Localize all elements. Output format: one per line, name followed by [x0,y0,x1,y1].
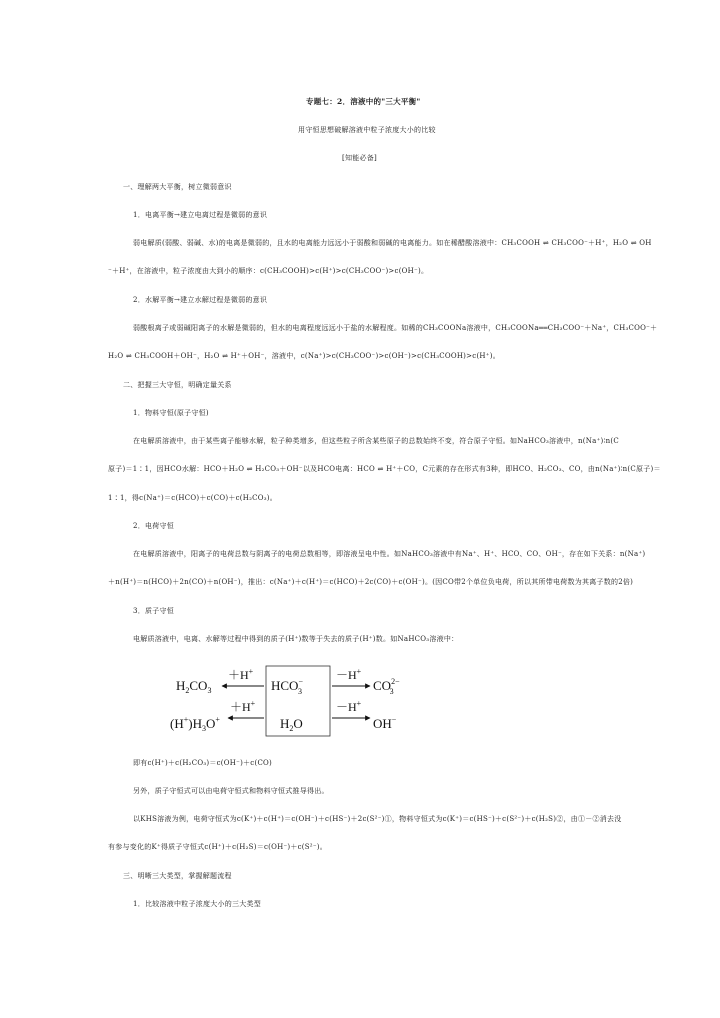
section-heading-3: 三、明晰三大类型，掌握解题流程 [123,872,232,880]
hco3-formula: HCO− 3 [271,677,303,696]
paragraph-line: 即有c(H⁺)＋c(H₂CO₃)＝c(OH⁻)＋c(CO) [133,759,273,767]
oh-formula: OH− [373,715,397,731]
paragraph-line: 原子)＝1∶1，因HCO水解：HCO＋H₂O ⇌ H₂CO₃＋OH⁻以及HCO电离：HCO ⇌ H⁺＋CO，C元素的存在形式有3种，即HCO、H₂CO₃、CO，由n(Na⁺)∶n(C原子)＝ [108,465,661,473]
subheading-3-1: 1．比较溶液中粒子浓度大小的三大类型 [133,900,261,908]
subheading-1-2: 2．水解平衡→建立水解过程是微弱的意识 [133,296,268,304]
subheading-2-1: 1．物料守恒(原子守恒) [133,409,209,417]
h2co3-formula: $H_2CO_3$ [176,678,212,695]
section-tag: [知能必备] [342,154,377,162]
paragraph-line: 电解质溶液中，电离、水解等过程中得到的质子(H⁺)数等于失去的质子(H⁺)数。如NaHCO₃溶液中： [133,635,459,643]
minus-h-label-top: －H+ [336,667,362,682]
h3o-formula: $(H^+)H_3O^+$ [170,715,220,733]
plus-h-label-bottom: ＋H+ [230,699,256,714]
minus-h-label-bottom: －H+ [336,699,362,714]
paragraph-line: 在电解质溶液中，阳离子的电荷总数与阴离子的电荷总数相等，即溶液呈电中性。如NaHCO₃溶液中有Na⁺、H⁺、HCO、CO、OH⁻，存在如下关系：n(Na⁺) [133,550,646,558]
co3-formula: $CO^{2-}$ 3 [373,677,400,696]
subheading-2-3: 3．质子守恒 [133,607,174,615]
paragraph-line: 另外，质子守恒式可以由电荷守恒式和物料守恒式推导得出。 [133,787,329,795]
proton-transfer-diagram [170,660,430,740]
section-heading-2: 二、把握三大守恒，明确定量关系 [123,381,232,389]
paragraph-line: 以KHS溶液为例，电荷守恒式为c(K⁺)＋c(H⁺)＝c(OH⁻)＋c(HS⁻)＋2c(S²⁻)①，物料守恒式为c(K⁺)＝c(HS⁻)＋c(S²⁻)＋c(H₂S)②，由①－②消去没 [133,815,622,823]
doc-subtitle: 用守恒思想破解溶液中粒子浓度大小的比较 [298,126,436,134]
paragraph-line: 弱电解质(弱酸、弱碱、水)的电离是微弱的，且水的电离能力远远小于弱酸和弱碱的电离能力。如在稀醋酸溶液中：CH₃COOH ⇌ CH₃COO⁻＋H⁺，H₂O ⇌ OH [133,239,652,247]
plus-h-label-top: ＋H+ [228,667,254,682]
paragraph-line: 有参与变化的K⁺得质子守恒式c(H⁺)＋c(H₂S)＝c(OH⁻)＋c(S²⁻)。 [108,843,328,851]
paragraph-line: ＋n(H⁺)＝n(HCO)＋2n(CO)＋n(OH⁻)，推出：c(Na⁺)＋c(H⁺)＝c(HCO)＋2c(CO)＋c(OH⁻)。(因CO带2个单位负电荷，所以其所带电荷数为其离子数的2倍) [108,578,634,586]
paragraph-line: 1∶1，得c(Na⁺)＝c(HCO)＋c(CO)＋c(H₂CO₃)。 [108,494,278,502]
subheading-2-2: 2．电荷守恒 [133,522,174,530]
paragraph-line: H₂O ⇌ CH₃COOH＋OH⁻，H₂O ⇌ H⁺＋OH⁻，溶液中，c(Na⁺)>c(CH₃COO⁻)>c(OH⁻)>c(CH₃COOH)>c(H⁺)。 [108,352,500,360]
subheading-1-1: 1．电离平衡→建立电离过程是微弱的意识 [133,211,268,219]
section-heading-1: 一、理解两大平衡，树立微弱意识 [123,183,232,191]
doc-title: 专题七：2．溶液中的"三大平衡" [306,97,421,106]
paragraph-line: 弱酸根离子或弱碱阳离子的水解是微弱的，但水的电离程度远远小于盐的水解程度。如稀的CH₃COONa溶液中，CH₃COONa══CH₃COO⁻＋Na⁺，CH₃COO⁻＋ [133,324,658,332]
paragraph-line: ⁻＋H⁺，在溶液中，粒子浓度由大到小的顺序：c(CH₃COOH)>c(H⁺)>c(CH₃COO⁻)>c(OH⁻)。 [108,267,429,275]
h2o-formula: $H_2O$ [280,716,303,733]
paragraph-line: 在电解质溶液中，由于某些离子能够水解，粒子种类增多，但这些粒子所含某些原子的总数始终不变，符合原子守恒。如NaHCO₃溶液中，n(Na⁺)∶n(C [133,437,619,445]
